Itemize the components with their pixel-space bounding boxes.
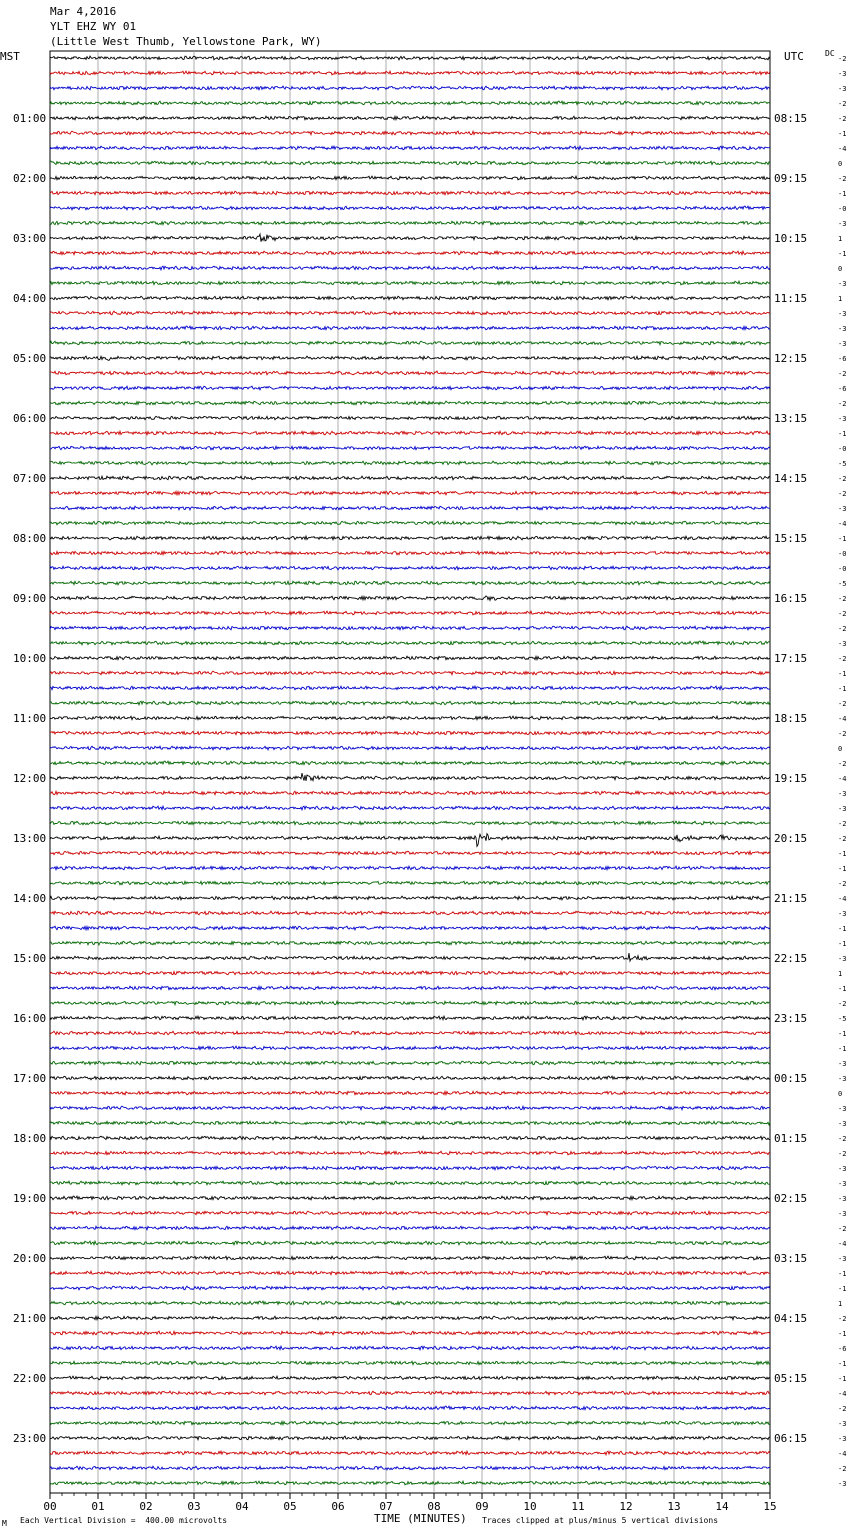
dc-offset-label: -3 (838, 1105, 847, 1113)
trace-line (50, 266, 770, 270)
dc-offset-label: -1 (838, 1330, 847, 1338)
dc-offset-label: 1 (838, 295, 843, 303)
dc-offset-label: -3 (838, 955, 847, 963)
hour-label-left: 05:00 (13, 352, 47, 365)
trace-line (50, 476, 770, 480)
x-tick-label: 15 (763, 1500, 777, 1513)
dc-offset-label: -3 (838, 1210, 847, 1218)
hour-label-right: 03:15 (774, 1252, 808, 1265)
station-code: YLT EHZ WY 01 (50, 20, 137, 33)
dc-offset-label: -6 (838, 355, 847, 363)
hour-label-right: 23:15 (774, 1012, 808, 1025)
hour-label-right: 09:15 (774, 172, 808, 185)
trace-line (50, 1346, 770, 1350)
trace-line (50, 1376, 770, 1380)
dc-offset-label: -2 (838, 610, 847, 618)
dc-offset-label: -3 (838, 325, 847, 333)
hour-label-left: 03:00 (13, 232, 47, 245)
dc-offset-label: -3 (838, 1120, 847, 1128)
hour-label-left: 13:00 (13, 832, 47, 845)
trace-line (50, 311, 770, 315)
x-tick-label: 02 (139, 1500, 153, 1513)
trace-line (50, 191, 770, 195)
dc-offset-label: -4 (838, 520, 847, 528)
dc-offset-label: -4 (838, 775, 847, 783)
x-tick-label: 01 (91, 1500, 105, 1513)
x-tick-label: 06 (331, 1500, 345, 1513)
trace-line (50, 206, 770, 210)
dc-offset-label: -0 (838, 565, 847, 573)
trace-line (50, 161, 770, 165)
trace-line (50, 146, 770, 150)
trace-line (50, 371, 770, 375)
dc-offset-label: -0 (838, 205, 847, 213)
dc-offset-label: -1 (838, 1360, 847, 1368)
dc-offset-label: -1 (838, 535, 847, 543)
dc-offset-label: -2 (838, 1000, 847, 1008)
dc-offset-label: -3 (838, 340, 847, 348)
trace-line (50, 401, 770, 405)
trace-line (50, 1181, 770, 1185)
trace-line (50, 1151, 770, 1155)
x-axis-title: TIME (MINUTES) (374, 1512, 467, 1525)
trace-line (50, 551, 770, 555)
dc-offset-label: -3 (838, 1195, 847, 1203)
trace-line (50, 1121, 770, 1125)
trace-line (50, 1301, 770, 1305)
dc-offset-label: -4 (838, 1390, 847, 1398)
trace-line (50, 326, 770, 330)
dc-offset-label: -2 (838, 1135, 847, 1143)
dc-offset-label: -1 (838, 925, 847, 933)
hour-label-left: 22:00 (13, 1372, 47, 1385)
x-tick-label: 13 (667, 1500, 681, 1513)
dc-offset-label: -1 (838, 985, 847, 993)
trace-line (50, 1406, 770, 1410)
trace-line (50, 746, 770, 750)
trace-line (50, 581, 770, 585)
x-tick-label: 07 (379, 1500, 393, 1513)
trace-line (50, 1016, 770, 1020)
trace-line (50, 806, 770, 810)
corner-mark: M (2, 1519, 7, 1528)
trace-line (50, 641, 770, 645)
dc-offset-label: -4 (838, 1240, 847, 1248)
trace-line (50, 671, 770, 675)
dc-offset-label: -2 (838, 490, 847, 498)
dc-offset-label: -5 (838, 460, 847, 468)
hour-label-left: 23:00 (13, 1432, 47, 1445)
hour-label-right: 17:15 (774, 652, 808, 665)
dc-offset-label: -2 (838, 760, 847, 768)
hour-label-right: 01:15 (774, 1132, 808, 1145)
hour-label-left: 09:00 (13, 592, 47, 605)
trace-line (50, 1451, 770, 1455)
dc-offset-label: -3 (838, 1255, 847, 1263)
trace-line (50, 416, 770, 420)
trace-line (50, 953, 770, 961)
hour-label-right: 19:15 (774, 772, 808, 785)
trace-line (50, 926, 770, 930)
trace-line (50, 131, 770, 135)
hour-label-right: 08:15 (774, 112, 808, 125)
dc-offset-label: -1 (838, 670, 847, 678)
dc-offset-label: -1 (838, 130, 847, 138)
dc-offset-label: -3 (838, 1060, 847, 1068)
trace-line (50, 56, 770, 60)
x-tick-label: 03 (187, 1500, 201, 1513)
dc-offset-label: -3 (838, 640, 847, 648)
trace-line (50, 716, 770, 720)
dc-offset-label: -2 (838, 475, 847, 483)
dc-offset-label: -1 (838, 190, 847, 198)
trace-line (50, 1361, 770, 1365)
trace-line (50, 866, 770, 870)
dc-offset-label: -4 (838, 715, 847, 723)
trace-line (50, 881, 770, 885)
trace-line (50, 1031, 770, 1035)
dc-offset-label: -3 (838, 310, 847, 318)
hour-label-right: 12:15 (774, 352, 808, 365)
dc-offset-label: -2 (838, 175, 847, 183)
dc-offset-label: -0 (838, 445, 847, 453)
dc-offset-label: -1 (838, 940, 847, 948)
trace-line (50, 971, 770, 975)
dc-offset-label: -2 (838, 700, 847, 708)
trace-line (50, 491, 770, 495)
hour-label-left: 18:00 (13, 1132, 47, 1145)
dc-offset-label: -2 (838, 1405, 847, 1413)
dc-offset-label: -1 (838, 1285, 847, 1293)
x-tick-label: 12 (619, 1500, 633, 1513)
dc-offset-label: -2 (838, 730, 847, 738)
trace-line (50, 1256, 770, 1260)
dc-offset-label: -2 (838, 100, 847, 108)
dc-offset-label: -1 (838, 865, 847, 873)
trace-line (50, 1106, 770, 1110)
trace-line (50, 773, 770, 781)
trace-line (50, 941, 770, 945)
dc-offset-label: -2 (838, 1315, 847, 1323)
trace-line (50, 221, 770, 225)
trace-line (50, 71, 770, 75)
x-tick-label: 00 (43, 1500, 57, 1513)
trace-line (50, 596, 770, 600)
x-tick-label: 10 (523, 1500, 537, 1513)
dc-offset-label: -3 (838, 70, 847, 78)
x-tick-label: 05 (283, 1500, 297, 1513)
trace-line (50, 1421, 770, 1425)
hour-label-right: 10:15 (774, 232, 808, 245)
trace-line (50, 686, 770, 690)
dc-offset-label: -1 (838, 250, 847, 258)
trace-line (50, 834, 770, 847)
dc-offset-label: -1 (838, 1270, 847, 1278)
dc-offset-label: -3 (838, 280, 847, 288)
dc-offset-label: -2 (838, 880, 847, 888)
dc-offset-label: -4 (838, 895, 847, 903)
dc-offset-label: -2 (838, 1465, 847, 1473)
hour-label-right: 00:15 (774, 1072, 808, 1085)
trace-line (50, 296, 770, 300)
trace-line (50, 536, 770, 540)
dc-offset-label: 0 (838, 265, 843, 273)
trace-line (50, 1391, 770, 1395)
x-tick-label: 08 (427, 1500, 441, 1513)
trace-line (50, 176, 770, 180)
dc-offset-label: -3 (838, 415, 847, 423)
trace-line (50, 911, 770, 915)
dc-offset-label: -6 (838, 1345, 847, 1353)
hour-label-left: 01:00 (13, 112, 47, 125)
trace-line (50, 1046, 770, 1050)
hour-label-left: 10:00 (13, 652, 47, 665)
trace-line (50, 356, 770, 360)
clipping-note: Traces clipped at plus/minus 5 vertical divisions (482, 1516, 719, 1525)
trace-line (50, 611, 770, 615)
dc-offset-label: 0 (838, 1090, 843, 1098)
trace-line (50, 281, 770, 285)
trace-line (50, 1226, 770, 1230)
dc-offset-label: -1 (838, 430, 847, 438)
hour-label-right: 21:15 (774, 892, 808, 905)
dc-offset-label: -3 (838, 505, 847, 513)
trace-line (50, 1061, 770, 1065)
station-location: (Little West Thumb, Yellowstone Park, WY) (50, 35, 322, 48)
dc-offset-label: -2 (838, 655, 847, 663)
trace-line (50, 626, 770, 630)
vertical-division-note: Each Vertical Division = 400.00 microvolts (20, 1516, 228, 1525)
trace-line (50, 431, 770, 435)
trace-line (50, 701, 770, 705)
dc-offset-label: -5 (838, 1015, 847, 1023)
trace-line (50, 446, 770, 450)
plot-frame (50, 51, 770, 1493)
x-tick-label: 14 (715, 1500, 729, 1513)
trace-line (50, 1001, 770, 1005)
trace-line (50, 1316, 770, 1320)
dc-offset-label: -3 (838, 220, 847, 228)
hour-label-left: 20:00 (13, 1252, 47, 1265)
dc-offset-label: -5 (838, 580, 847, 588)
dc-offset-label: -1 (838, 1045, 847, 1053)
trace-line (50, 1331, 770, 1335)
x-tick-label: 11 (571, 1500, 585, 1513)
dc-offset-label: 1 (838, 1300, 843, 1308)
trace-line (50, 341, 770, 345)
trace-line (50, 1286, 770, 1290)
dc-offset-label: -2 (838, 400, 847, 408)
trace-line (50, 251, 770, 255)
dc-offset-label: -1 (838, 685, 847, 693)
trace-line (50, 101, 770, 105)
hour-label-right: 15:15 (774, 532, 808, 545)
hour-label-left: 21:00 (13, 1312, 47, 1325)
trace-line (50, 731, 770, 735)
dc-offset-label: -4 (838, 1450, 847, 1458)
trace-line (50, 1481, 770, 1485)
trace-line (50, 896, 770, 900)
dc-offset-label: -4 (838, 145, 847, 153)
trace-line (50, 1211, 770, 1215)
trace-line (50, 86, 770, 90)
hour-label-left: 02:00 (13, 172, 47, 185)
dc-offset-label: -3 (838, 1420, 847, 1428)
x-tick-label: 04 (235, 1500, 249, 1513)
trace-line (50, 851, 770, 855)
dc-offset-label: -3 (838, 790, 847, 798)
hour-label-left: 15:00 (13, 952, 47, 965)
hour-label-left: 16:00 (13, 1012, 47, 1025)
dc-offset-label: -1 (838, 850, 847, 858)
dc-offset-label: -2 (838, 1225, 847, 1233)
dc-offset-label: -0 (838, 550, 847, 558)
trace-line (50, 506, 770, 510)
trace-line (50, 986, 770, 990)
hour-label-right: 16:15 (774, 592, 808, 605)
trace-line (50, 521, 770, 525)
dc-offset-label: -2 (838, 595, 847, 603)
dc-offset-label: -2 (838, 115, 847, 123)
trace-line (50, 386, 770, 390)
dc-offset-label: -2 (838, 835, 847, 843)
trace-line (50, 656, 770, 660)
dc-offset-label: -2 (838, 625, 847, 633)
trace-line (50, 1196, 770, 1200)
dc-offset-label: -3 (838, 1180, 847, 1188)
dc-offset-label: -3 (838, 1480, 847, 1488)
trace-line (50, 1436, 770, 1440)
dc-offset-label: -3 (838, 1075, 847, 1083)
hour-label-left: 14:00 (13, 892, 47, 905)
dc-offset-label: -6 (838, 385, 847, 393)
trace-line (50, 761, 770, 765)
trace-line (50, 566, 770, 570)
hour-label-right: 20:15 (774, 832, 808, 845)
dc-offset-label: -3 (838, 85, 847, 93)
hour-label-left: 07:00 (13, 472, 47, 485)
trace-line (50, 461, 770, 465)
hour-label-left: 06:00 (13, 412, 47, 425)
dc-offset-label: -2 (838, 820, 847, 828)
trace-line (50, 1076, 770, 1080)
dc-offset-label: -2 (838, 1150, 847, 1158)
dc-offset-label: -1 (838, 1030, 847, 1038)
dc-offset-label: -2 (838, 370, 847, 378)
dc-offset-label: 0 (838, 745, 843, 753)
hour-label-right: 22:15 (774, 952, 808, 965)
right-timezone-label: UTC (784, 50, 804, 63)
hour-label-right: 18:15 (774, 712, 808, 725)
hour-label-right: 04:15 (774, 1312, 808, 1325)
left-timezone-label: MST (0, 50, 20, 63)
dc-offset-label: 1 (838, 235, 843, 243)
trace-line (50, 234, 770, 242)
dc-offset-label: -3 (838, 805, 847, 813)
hour-label-right: 02:15 (774, 1192, 808, 1205)
dc-offset-label: -1 (838, 1375, 847, 1383)
dc-label: DC (825, 49, 835, 58)
dc-offset-label: -2 (838, 55, 847, 63)
hour-label-right: 14:15 (774, 472, 808, 485)
hour-label-right: 05:15 (774, 1372, 808, 1385)
trace-line (50, 1271, 770, 1275)
hour-label-right: 11:15 (774, 292, 808, 305)
hour-label-left: 11:00 (13, 712, 47, 725)
hour-label-left: 17:00 (13, 1072, 47, 1085)
dc-offset-label: -3 (838, 910, 847, 918)
trace-line (50, 1166, 770, 1170)
trace-line (50, 791, 770, 795)
hour-label-right: 13:15 (774, 412, 808, 425)
plot-date: Mar 4,2016 (50, 5, 117, 18)
hour-label-left: 12:00 (13, 772, 47, 785)
trace-line (50, 1136, 770, 1140)
trace-line (50, 116, 770, 120)
trace-line (50, 1091, 770, 1095)
x-tick-label: 09 (475, 1500, 489, 1513)
dc-offset-label: 0 (838, 160, 843, 168)
trace-line (50, 821, 770, 825)
hour-label-left: 08:00 (13, 532, 47, 545)
hour-label-left: 04:00 (13, 292, 47, 305)
hour-label-left: 19:00 (13, 1192, 47, 1205)
dc-offset-label: -3 (838, 1435, 847, 1443)
trace-line (50, 1466, 770, 1470)
dc-offset-label: 1 (838, 970, 843, 978)
trace-line (50, 1241, 770, 1245)
dc-offset-label: -3 (838, 1165, 847, 1173)
hour-label-right: 06:15 (774, 1432, 808, 1445)
